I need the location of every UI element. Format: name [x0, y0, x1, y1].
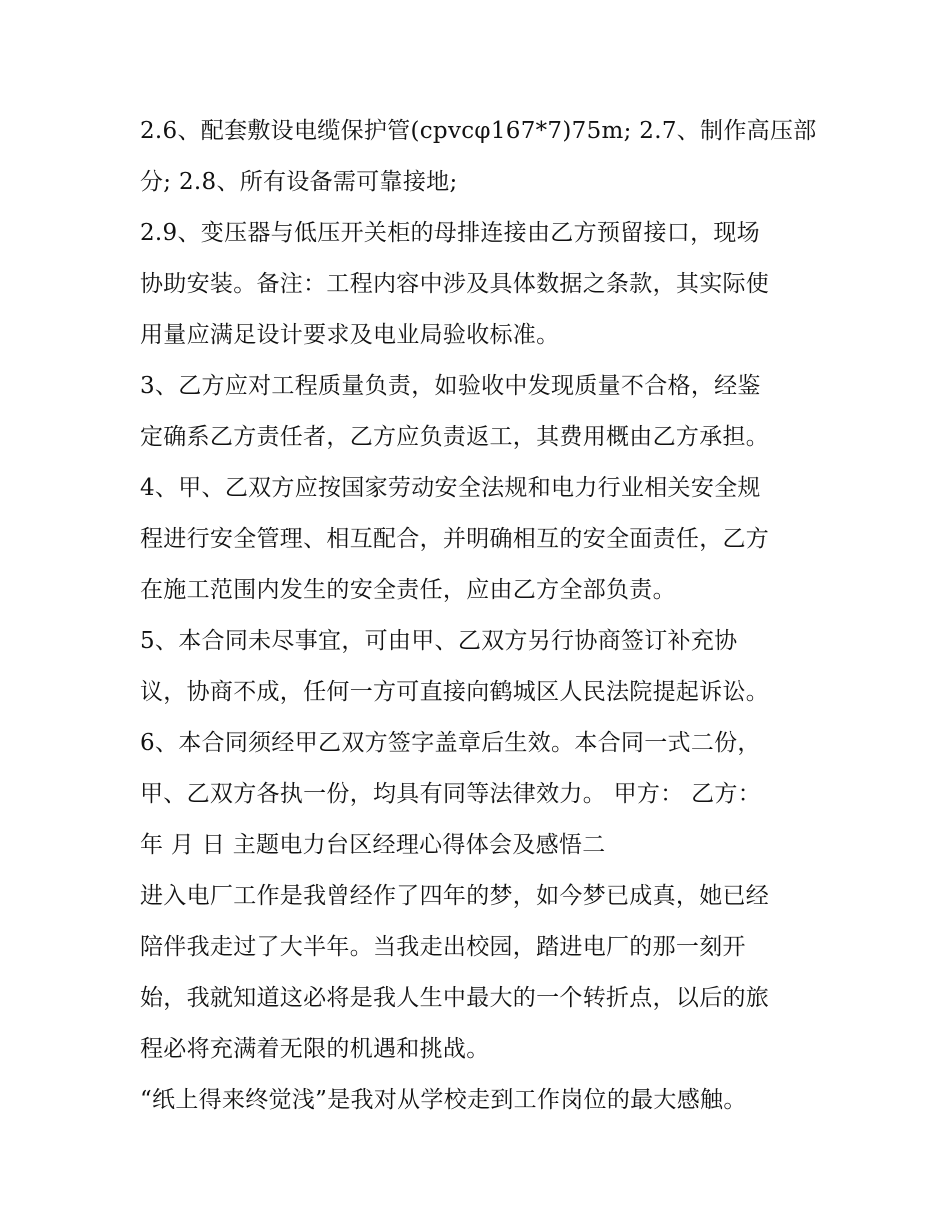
text-line: 始，我就知道这必将是我人生中最大的一个转折点，以后的旅: [140, 985, 770, 1011]
text-line: 定确系乙方责任者，乙方应负责返工，其费用概由乙方承担。: [140, 424, 770, 450]
text-line: 协助安装。备注：工程内容中涉及具体数据之条款，其实际使: [140, 271, 770, 297]
text-line: 甲、乙双方各执一份，均具有同等法律效力。 甲方： 乙方：: [140, 781, 762, 807]
text-line: 分; 2.8、所有设备需可靠接地;: [140, 169, 458, 195]
text-line: 4、甲、乙双方应按国家劳动安全法规和电力行业相关安全规: [140, 475, 761, 501]
document-body: [140, 106, 830, 1126]
text-line: 2.6、配套敷设电缆保护管(cpvcφ167*7)75m; 2.7、制作高压部: [140, 118, 817, 144]
text-line: 陪伴我走过了大半年。当我走出校园，踏进电厂的那一刻开: [140, 934, 746, 960]
text-line: “纸上得来终觉浅”是我对从学校走到工作岗位的最大感触。: [140, 1087, 747, 1113]
text-line: 进入电厂工作是我曾经作了四年的梦，如今梦已成真，她已经: [140, 883, 770, 909]
text-line: 2.9、变压器与低压开关柜的母排连接由乙方预留接口，现场: [140, 220, 760, 246]
text-line: 程必将充满着无限的机遇和挑战。: [140, 1036, 490, 1062]
text-line: 在施工范围内发生的安全责任，应由乙方全部负责。: [140, 577, 676, 603]
text-line: 3、乙方应对工程质量负责，如验收中发现质量不合格，经鉴: [140, 373, 761, 399]
text-line: 6、本合同须经甲乙双方签字盖章后生效。本合同一式二份，: [140, 730, 761, 756]
text-line: 议，协商不成，任何一方可直接向鹤城区人民法院提起诉讼。: [140, 679, 770, 705]
text-line: 程进行安全管理、相互配合，并明确相互的安全面责任，乙方: [140, 526, 770, 552]
text-line: 用量应满足设计要求及电业局验收标准。: [140, 322, 560, 348]
text-line: 5、本合同未尽事宜，可由甲、乙双方另行协商签订补充协: [140, 628, 738, 654]
text-line: 年 月 日 主题电力台区经理心得体会及感悟二: [140, 832, 606, 858]
